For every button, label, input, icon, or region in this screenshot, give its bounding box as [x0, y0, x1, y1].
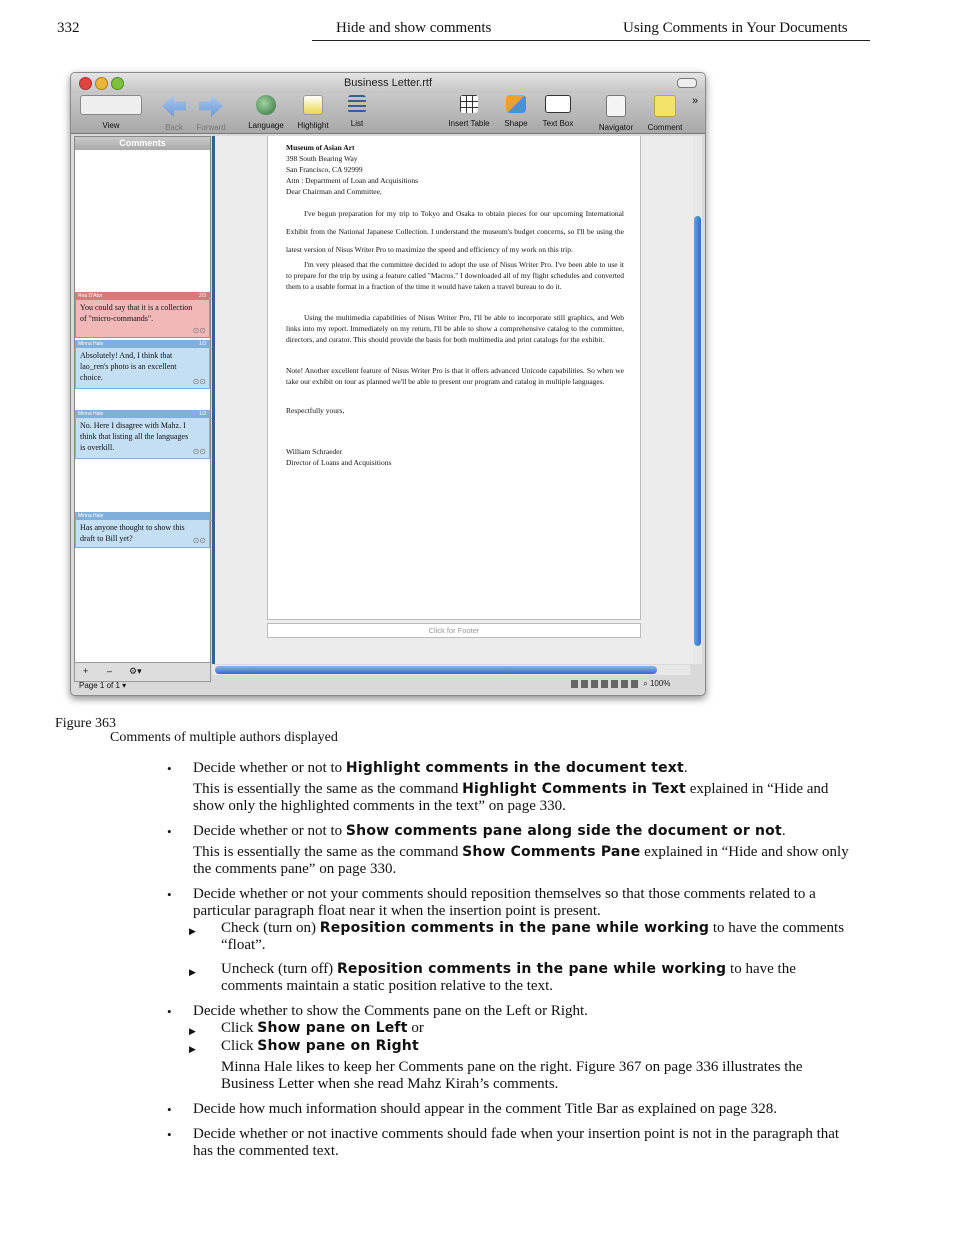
comment-options-icon[interactable]: ⊙⊙: [192, 447, 206, 456]
comment-settings-button[interactable]: ⚙▾: [129, 666, 142, 676]
comment-author: Minna Hale: [78, 341, 104, 347]
remove-comment-button[interactable]: –: [107, 666, 113, 676]
closing: Respectfully yours,: [286, 406, 345, 415]
add-comment-button[interactable]: +: [83, 666, 89, 676]
status-bar: [571, 679, 670, 689]
letter-paragraph: Using the multimedia capabilities of Nisus Writer Pro, I'll be able to incorporate still graphics, and Web links into my report. Immediately on my return, I'll be able to show a comprehensive catalog to the committee, directors, and curator. This should provide the basis for both multimedia and print catalogs for the exhibit.: [286, 313, 624, 344]
shape-icon: [506, 95, 526, 113]
forward-arrow-icon: [199, 95, 223, 117]
list-item: • Decide how much information should appear in the comment Title Bar as explained on page 328.: [167, 1101, 778, 1117]
toolbar-overflow-button[interactable]: »: [691, 95, 699, 107]
table-icon: [460, 95, 478, 113]
comment-text: You could say that it is a collection of "micro-commands".: [80, 303, 193, 323]
option-name: Show comments pane along side the document or not: [345, 823, 782, 839]
title-bar: [71, 73, 705, 94]
comment-author: Minna Hale: [78, 513, 104, 519]
recipient-name: Museum of Asian Art: [286, 143, 355, 152]
letter-paragraph: I'm very pleased that the committee decided to adopt the use of Nisus Writer Pro. I've been able to use it to prepare for the trip by using a feature called "Macros." I downloaded all of my flight schedules and converted them to a usable format in a fraction of the time it would have taken a travel bureau to do it.: [286, 260, 624, 291]
shape-button[interactable]: Shape: [501, 95, 531, 128]
comment-author: Minna Hale: [78, 411, 104, 417]
comment-button[interactable]: Comment: [643, 95, 687, 132]
triangle-bullet-icon: ▶: [189, 1044, 196, 1054]
vertical-scroll-thumb[interactable]: [694, 216, 701, 646]
language-button[interactable]: Language: [245, 95, 287, 130]
address-line: San Francisco, CA 92999: [286, 165, 363, 174]
sub-item: ▶ Check (turn on) Reposition comments in the pane while working to have the comments “float”.: [189, 920, 845, 953]
navigator-button[interactable]: Navigator: [593, 95, 639, 132]
section-title: Hide and show comments: [336, 20, 492, 36]
zoom-level[interactable]: 100%: [649, 679, 671, 688]
letter-paragraph: Note! Another excellent feature of Nisus Writer Pro is that it offers advanced Unicode capabilities. So when we take our exhibit on tour as planned we'll be able to present our program and catalog in multiple languages.: [286, 366, 624, 386]
vertical-scrollbar[interactable]: [693, 136, 702, 664]
footer-field[interactable]: Click for Footer: [267, 623, 641, 638]
figure-caption: Comments of multiple authors displayed: [110, 730, 338, 745]
triangle-bullet-icon: ▶: [189, 1026, 196, 1036]
highlight-button[interactable]: Highlight: [293, 95, 333, 130]
comment-count: 2/3: [199, 293, 206, 299]
signer-name: William Schraeder: [286, 447, 343, 456]
list-button[interactable]: List: [343, 95, 371, 128]
horizontal-scrollbar[interactable]: [212, 665, 690, 675]
insert-table-button[interactable]: Insert Table: [443, 95, 495, 128]
status-icons: [571, 680, 641, 688]
list-item: • Decide whether or not to Highlight comments in the document text. This is essentially the same as the command Highlight Comments in Text explained in “Hide and show only the highlighted comments in the text” on page 330.: [167, 760, 829, 814]
comment-card[interactable]: [75, 410, 210, 459]
page-number: 332: [57, 20, 80, 36]
globe-icon: [256, 95, 276, 115]
view-mode-icon: [80, 95, 142, 115]
list-item: • Decide whether or not inactive comments should fade when your insertion point is not in the paragraph that has the commented text.: [167, 1126, 840, 1159]
comment-options-icon[interactable]: ⊙⊙: [192, 326, 206, 335]
document-text[interactable]: [286, 142, 624, 468]
figure-number: Figure 363: [55, 716, 117, 731]
command-name: Highlight Comments in Text: [462, 781, 686, 797]
document-area[interactable]: [212, 136, 696, 664]
chapter-title: Using Comments in Your Documents: [623, 20, 848, 36]
comment-author: Rea D'Ator: [78, 293, 103, 299]
sub-item: ▶ Click Show pane on Right: [193, 1038, 853, 1055]
triangle-bullet-icon: ▶: [189, 926, 196, 936]
comment-text: No. Here I disagree with Mahz. I think that listing all the languages is overkill.: [80, 421, 189, 452]
text-box-button[interactable]: Text Box: [537, 95, 579, 128]
comment-card[interactable]: [75, 292, 210, 338]
document-page[interactable]: [267, 136, 641, 620]
triangle-bullet-icon: ▶: [189, 967, 196, 977]
forward-button[interactable]: Forward: [193, 95, 229, 132]
view-button[interactable]: View: [79, 95, 143, 130]
comment-options-icon[interactable]: ⊙⊙: [192, 536, 206, 545]
horizontal-scroll-thumb[interactable]: [215, 666, 657, 674]
sub-item: ▶ Uncheck (turn off) Reposition comments in the pane while working to have the comments maintain a static position relative to the text.: [189, 961, 796, 994]
list-item: • Decide whether or not your comments should reposition themselves so that those comments related to a particular paragraph float near it when the insertion point is present. ▶ Check (turn on) Reposition comments in the pane while working to have the comments “float”. ▶ Uncheck (turn off) Reposition comments in the pane while working to have the comments maintain a static position relative to the text.: [193, 886, 853, 995]
comment-text: Absolutely! And, I think that lao_ren's photo is an excellent choice.: [80, 351, 177, 382]
comments-pane-header: Comments: [75, 137, 210, 150]
salutation: Dear Chairman and Committee,: [286, 187, 382, 196]
comment-card[interactable]: [75, 340, 210, 389]
list-item: • Decide whether to show the Comments pane on the Left or Right. ▶ Click Show pane on Left or ▶ Click Show pane on Right Minna Hale likes to keep her Comments pane on the right. Figure 367 on page 336 illustrates the Business Letter when she read Mahz Kirah’s comments.: [193, 1003, 853, 1093]
list-item: • Decide whether or not to Show comments pane along side the document or not. This is essentially the same as the command Show Comments Pane explained in “Hide and show only the comments pane” on page 330.: [167, 823, 849, 877]
header-rule: [312, 40, 870, 41]
comment-card[interactable]: [75, 512, 210, 548]
toolbar-toggle-icon[interactable]: [677, 78, 697, 88]
address-line: Attn : Department of Loan and Acquisitions: [286, 176, 419, 185]
body-content: [167, 760, 853, 1168]
app-window-screenshot: [70, 72, 706, 696]
sticky-note-icon: [654, 95, 676, 117]
highlighter-icon: [303, 95, 323, 115]
signer-title: Director of Loans and Acquisitions: [286, 458, 392, 467]
comment-text: Has anyone thought to show this draft to Bill yet?: [80, 523, 185, 543]
comments-pane: [74, 136, 211, 663]
navigator-icon: [606, 95, 626, 117]
zoom-icon[interactable]: ⌕: [643, 679, 648, 688]
comment-count: 1/3: [199, 411, 206, 417]
comment-options-icon[interactable]: ⊙⊙: [192, 377, 206, 386]
page-count-menu[interactable]: Page 1 of 1 ▾: [79, 681, 127, 690]
letter-paragraph: I've begun preparation for my trip to Tokyo and Osaka to obtain pieces for our upcoming International Exhibit from the National Japanese Collection. I understand the museum's budget concerns, so I'll be using the latest version of Nisus Writer Pro to maximize the speed and efficiency of my work on this trip.: [286, 209, 624, 254]
comment-count: 1/3: [199, 341, 206, 347]
toolbar: [71, 93, 705, 134]
text-box-icon: [545, 95, 571, 113]
comments-pane-footer: [74, 662, 211, 682]
command-name: Show Comments Pane: [462, 844, 641, 860]
option-name: Highlight comments in the document text: [345, 760, 684, 776]
list-icon: [348, 95, 366, 113]
sub-item: ▶ Click Show pane on Left or: [193, 1020, 853, 1037]
back-arrow-icon: [162, 95, 186, 117]
address-line: 398 South Bearing Way: [286, 154, 358, 163]
back-button[interactable]: Back: [159, 95, 189, 132]
window-title: Business Letter.rtf: [343, 77, 433, 89]
